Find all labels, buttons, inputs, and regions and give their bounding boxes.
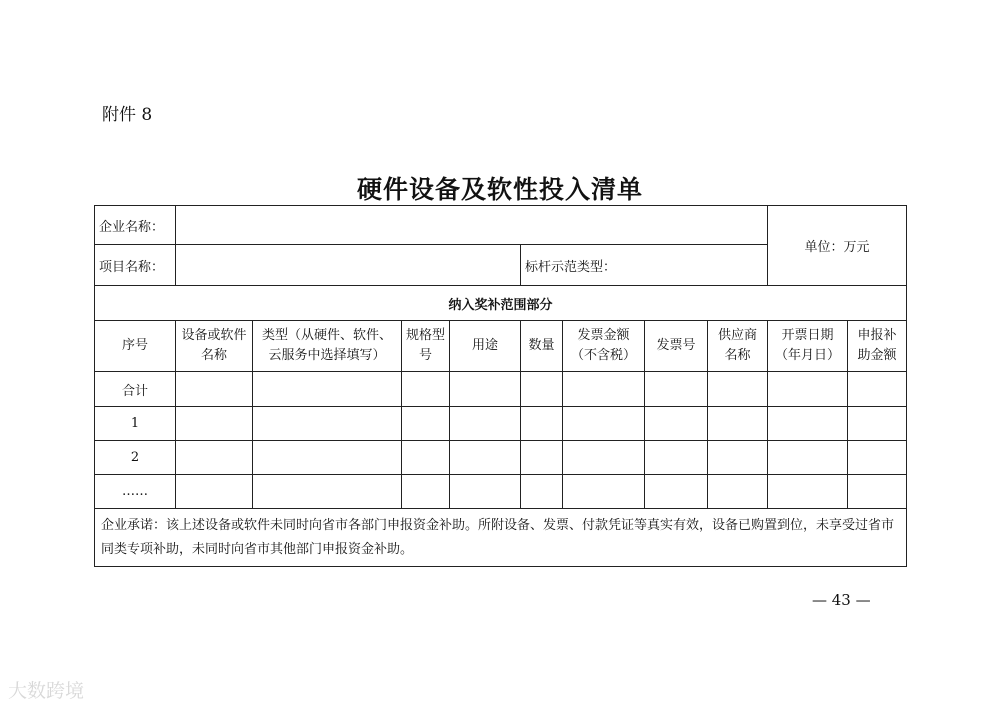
table-row: [95, 441, 907, 475]
table-cell[interactable]: [176, 372, 253, 407]
column-header: 设备或软件名称: [176, 321, 253, 372]
column-header: 申报补助金额: [848, 321, 907, 372]
table-cell[interactable]: [402, 372, 450, 407]
table-cell[interactable]: [645, 407, 708, 441]
column-header: 发票金额（不含税）: [563, 321, 645, 372]
table-cell[interactable]: [563, 372, 645, 407]
table-cell[interactable]: [563, 475, 645, 509]
table-cell[interactable]: [176, 407, 253, 441]
table-cell[interactable]: [402, 407, 450, 441]
table-cell[interactable]: [563, 407, 645, 441]
table-cell[interactable]: [176, 475, 253, 509]
column-header: 供应商名称: [708, 321, 768, 372]
table-cell[interactable]: [563, 441, 645, 475]
table-cell[interactable]: [521, 407, 563, 441]
table-cell[interactable]: [450, 475, 521, 509]
column-header: 规格型号: [402, 321, 450, 372]
table-cell[interactable]: [768, 475, 848, 509]
table-cell[interactable]: [768, 441, 848, 475]
table-cell[interactable]: [645, 475, 708, 509]
row-label: 合计: [95, 372, 176, 407]
page-number: — 43 —: [812, 591, 871, 609]
table-cell[interactable]: [176, 441, 253, 475]
table-row: [95, 372, 907, 407]
section-title: 纳入奖补范围部分: [95, 286, 907, 321]
table-cell[interactable]: [521, 441, 563, 475]
table-cell[interactable]: [450, 372, 521, 407]
table-cell[interactable]: [645, 441, 708, 475]
table-cell[interactable]: [708, 407, 768, 441]
table-cell[interactable]: [768, 372, 848, 407]
company-label: 企业名称：: [95, 206, 176, 245]
table-cell[interactable]: [848, 407, 907, 441]
row-label: ……: [95, 475, 176, 509]
table-row: [95, 407, 907, 441]
commitment-text: 企业承诺：该上述设备或软件未同时向省市各部门申报资金补助。所附设备、发票、付款凭证等真实有效，设备已购置到位，未享受过省市同类专项补助，未同时向省市其他部门申报资金补助。: [95, 509, 907, 567]
project-label: 项目名称：: [95, 245, 176, 286]
table-cell[interactable]: [645, 372, 708, 407]
table-row: [95, 475, 907, 509]
column-header: 开票日期（年月日）: [768, 321, 848, 372]
row-label: 1: [95, 407, 176, 441]
project-name-field[interactable]: [176, 245, 521, 286]
table-cell[interactable]: [402, 475, 450, 509]
table-cell[interactable]: [768, 407, 848, 441]
document-title: 硬件设备及软性投入清单: [356, 175, 643, 204]
unit-label: 单位：万元: [768, 206, 907, 286]
header-row: [95, 321, 907, 372]
table-cell[interactable]: [450, 441, 521, 475]
table-cell[interactable]: [708, 372, 768, 407]
benchmark-type-field[interactable]: [521, 245, 768, 286]
table-cell[interactable]: [253, 475, 402, 509]
table-cell[interactable]: [848, 441, 907, 475]
table-cell[interactable]: [253, 372, 402, 407]
company-name-field[interactable]: [176, 206, 768, 245]
table-cell[interactable]: [708, 475, 768, 509]
investment-list-table: [94, 205, 907, 567]
table-cell[interactable]: [253, 407, 402, 441]
table-cell[interactable]: [848, 475, 907, 509]
attachment-label: 附件 8: [102, 105, 153, 125]
section-row: [95, 286, 907, 321]
commitment-row: [95, 509, 907, 567]
column-header: 数量: [521, 321, 563, 372]
table-cell[interactable]: [402, 441, 450, 475]
table-cell[interactable]: [708, 441, 768, 475]
row-label: 2: [95, 441, 176, 475]
company-row: [95, 206, 907, 245]
watermark-text: 大数跨境: [8, 680, 85, 702]
column-header: 发票号: [645, 321, 708, 372]
table-cell[interactable]: [253, 441, 402, 475]
column-header: 序号: [95, 321, 176, 372]
column-header: 类型（从硬件、软件、云服务中选择填写）: [253, 321, 402, 372]
table-cell[interactable]: [521, 372, 563, 407]
table-cell[interactable]: [848, 372, 907, 407]
table-cell[interactable]: [450, 407, 521, 441]
column-header: 用途: [450, 321, 521, 372]
table-cell[interactable]: [521, 475, 563, 509]
benchmark-label: 标杆示范类型：: [525, 259, 617, 275]
